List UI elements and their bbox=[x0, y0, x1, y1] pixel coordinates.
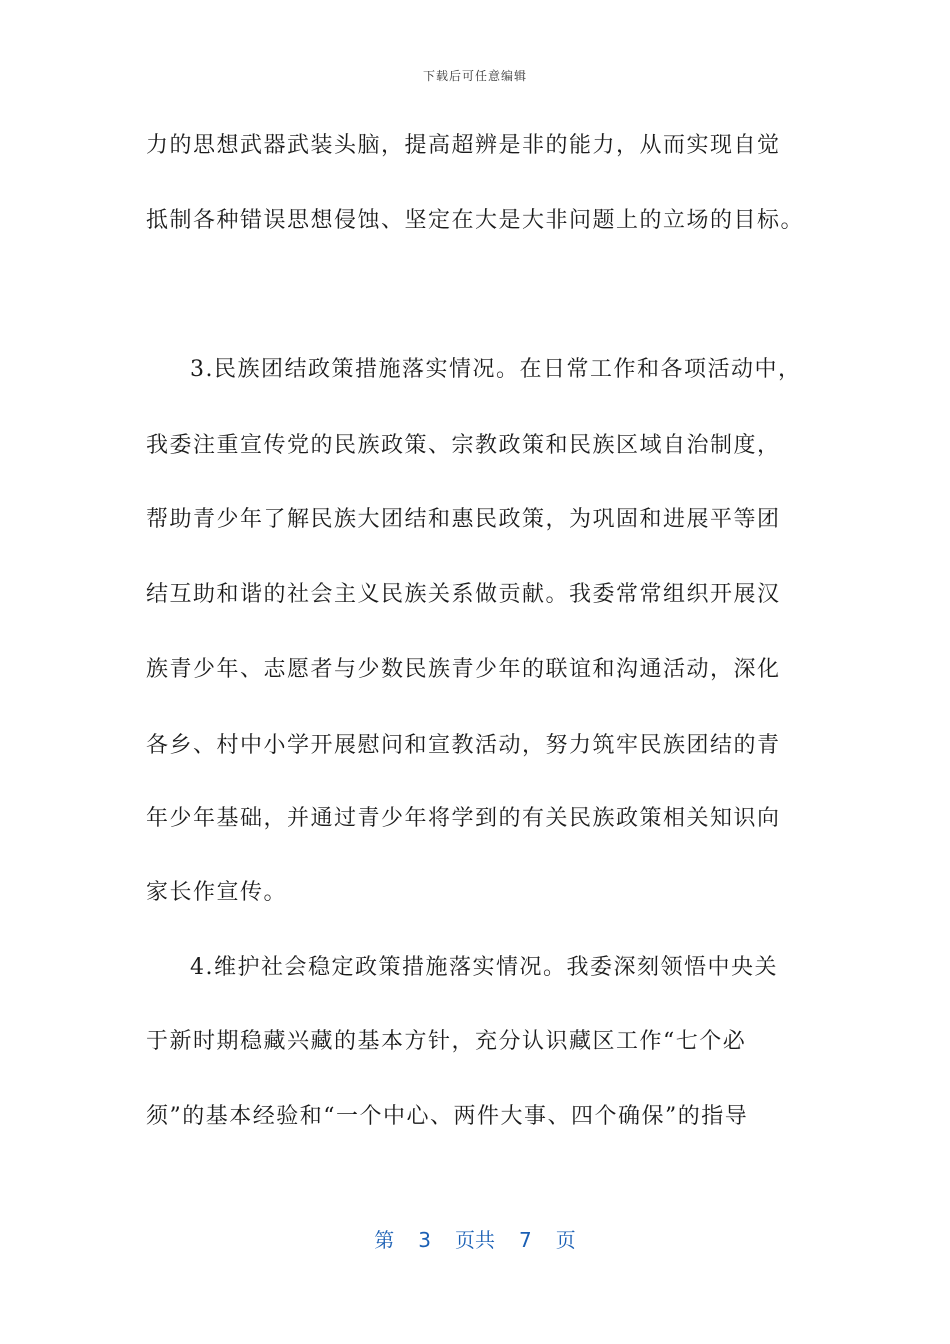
paragraph-line: 年少年基础，并通过青少年将学到的有关民族政策相关知识向 bbox=[146, 806, 781, 831]
paragraph-line: 须”的基本经验和“一个中心、两件大事、四个确保”的指导 bbox=[146, 1104, 749, 1129]
footer-suffix: 页 bbox=[555, 1228, 576, 1252]
footer-prefix: 第 bbox=[374, 1228, 395, 1252]
footer-mid: 页共 bbox=[455, 1228, 495, 1252]
paragraph-line: 抵制各种错误思想侵蚀、坚定在大是大非问题上的立场的目标。 bbox=[146, 208, 805, 233]
paragraph-line: 结互助和谐的社会主义民族关系做贡献。我委常常组织开展汉 bbox=[146, 582, 781, 607]
paragraph-line: 3.民族团结政策措施落实情况。在日常工作和各项活动中， bbox=[190, 357, 802, 382]
paragraph-line: 4.维护社会稳定政策措施落实情况。我委深刻领悟中央关 bbox=[190, 955, 778, 980]
paragraph-line: 帮助青少年了解民族大团结和惠民政策，为巩固和进展平等团 bbox=[146, 507, 781, 532]
paragraph-line: 我委注重宣传党的民族政策、宗教政策和民族区域自治制度， bbox=[146, 433, 781, 458]
footer-page-number: 3 bbox=[418, 1228, 431, 1252]
paragraph-line: 族青少年、志愿者与少数民族青少年的联谊和沟通活动，深化 bbox=[146, 657, 781, 682]
paragraph-line: 家长作宣传。 bbox=[146, 880, 288, 905]
paragraph-line: 于新时期稳藏兴藏的基本方针，充分认识藏区工作“七个必 bbox=[146, 1029, 747, 1054]
paragraph-line: 各乡、村中小学开展慰问和宣教活动，努力筑牢民族团结的青 bbox=[146, 733, 781, 758]
footer-total-pages: 7 bbox=[519, 1228, 532, 1252]
page-footer bbox=[0, 1224, 950, 1253]
page-header: 下载后可任意编辑 bbox=[422, 69, 527, 83]
paragraph-line: 力的思想武器武装头脑，提高超辨是非的能力，从而实现自觉 bbox=[146, 133, 781, 158]
